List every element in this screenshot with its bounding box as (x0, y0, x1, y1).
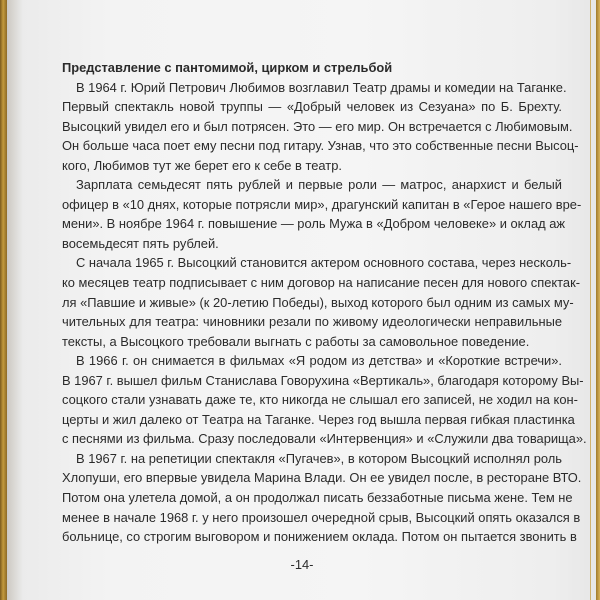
text-line: Хлопуши, его впервые увидела Марина Влади. Он ее увидел после, в ресторане ВТО. (62, 470, 582, 486)
article-body (62, 78, 587, 547)
gold-rule-thin-right (590, 0, 591, 600)
text-line: больнице, со строгим выговором и понижением оклада. Потом он пытается звонить в (62, 529, 577, 545)
text-line: менее в начале 1968 г. у него произошел очередной срыв, Высоцкий опять оказался в (62, 509, 581, 525)
text-line: В 1964 г. Юрий Петрович Любимов возглавил Театр драмы и комедии на Таганке. (76, 79, 567, 95)
text-line: С начала 1965 г. Высоцкий становится актером основного состава, через несколь- (76, 255, 572, 271)
text-line: Потом она улетела домой, а он продолжал писать беззаботные письма жене. Тем не (62, 490, 573, 506)
article-text (62, 58, 587, 547)
text-line: чительных для театра: чиновники резали по живому идеологически неправильные (62, 314, 562, 330)
paragraph (62, 449, 582, 547)
text-line: ля «Павшие и живые» (к 20-летию Победы), выход которого был одним из самых му- (62, 294, 574, 310)
text-line: соцкого стали узнавать даже те, кто никогда не слышал его записей, не ходил на кон- (62, 392, 578, 408)
text-line: восемьдесят пять рублей. (62, 235, 219, 251)
paragraph (62, 175, 582, 253)
text-line: кого, Любимов тут же берет его к себе в театр. (62, 157, 342, 173)
page-number: -14- (290, 557, 314, 572)
text-line: В 1967 г. вышел фильм Станислава Говорухина «Вертикаль», благодаря которому Вы- (62, 372, 584, 388)
paragraph (62, 351, 587, 449)
gold-binding-edge (0, 0, 7, 600)
text-line: церты и жил далеко от Театра на Таганке. Через год вышла первая гибкая пластинка (62, 411, 575, 427)
binding-shadow (7, 0, 23, 600)
text-line: В 1966 г. он снимается в фильмах «Я родом из детства» и «Короткие встречи». (76, 353, 562, 369)
text-line: Первый спектакль новой труппы — «Добрый человек из Сезуана» по Б. Брехту. (62, 99, 562, 115)
text-line: Он больше часа поет ему песни под гитару. Узнав, что это собственные песни Высоц- (62, 138, 579, 154)
text-line: В 1967 г. на репетиции спектакля «Пугачев», в котором Высоцкий исполнял роль (76, 450, 562, 466)
text-line: ко месяцев театр подписывает с ним договор на написание песен для нового спектак- (62, 275, 581, 291)
text-line: Зарплата семьдесят пять рублей и первые роли — матрос, анархист и белый (76, 177, 562, 193)
text-line: мени». В ноябре 1964 г. повышение — роль Мужа в «Добром человеке» и оклад аж (62, 216, 566, 232)
paragraph (62, 78, 579, 176)
text-line: с песнями из фильма. Сразу последовали «Интервенция» и «Служили два товарища». (62, 431, 587, 447)
section-heading: Представление с пантомимой, цирком и стрельбой (62, 60, 393, 75)
text-line: офицер в «10 днях, которые потрясли мир», драгунский капитан в «Герое нашего вре- (62, 196, 582, 212)
gold-rule-right (596, 0, 600, 600)
text-line: тексты, а Высоцкого требовали выгнать с работы за самовольное поведение. (62, 333, 530, 349)
paragraph (62, 253, 581, 351)
text-line: Высоцкий увидел его и был потрясен. Это — его мир. Он встречается с Любимовым. (62, 118, 573, 134)
